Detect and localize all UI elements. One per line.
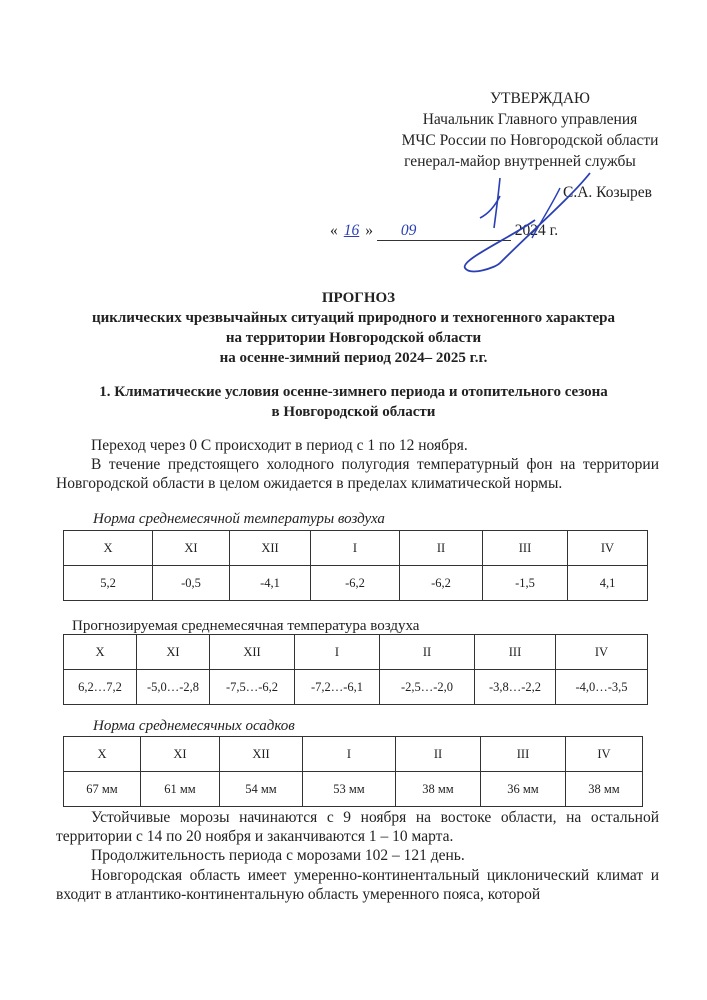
header-cell: I [295,635,380,670]
title-line-2: циклических чрезвычайных ситуаций природного и техногенного характера [91,310,616,326]
header-cell: III [483,531,568,566]
paragraph-5: Новгородская область имеет умеренно-континентальный циклонический климат и входит в атлантико-континентальную область умеренного пояса, которой [56,867,659,903]
header-cell: XI [153,531,230,566]
table-header-row [64,531,648,566]
value-cell: 36 мм [481,772,566,807]
table-header-row [64,737,643,772]
date-month: 09 [377,222,511,241]
section-line-1: 1. Климатические условия осенне-зимнего периода и отопительного сезона [99,384,608,400]
header-cell: XII [230,531,311,566]
paragraph-2: В течение предстоящего холодного полугодия температурный фон на территории Новгородской области в целом ожидается в пределах климатической нормы. [56,456,659,492]
header-cell: X [64,635,137,670]
approval-line-3: генерал-майор внутренней службы [404,153,636,170]
date-close-quote: » [365,222,373,239]
header-cell: XII [220,737,303,772]
value-cell: -7,5…-6,2 [210,670,295,705]
approval-block [330,88,690,172]
header-cell: XI [141,737,220,772]
value-cell: 38 мм [566,772,643,807]
value-cell: -2,5…-2,0 [380,670,475,705]
header-cell: I [311,531,400,566]
header-cell: X [64,531,153,566]
date-year: 2024 г. [514,222,559,239]
header-cell: II [400,531,483,566]
approval-heading: УТВЕРЖДАЮ [490,90,590,107]
header-cell: XII [210,635,295,670]
value-cell: 38 мм [396,772,481,807]
header-cell: IV [556,635,648,670]
value-cell: -7,2…-6,1 [295,670,380,705]
value-cell: 6,2…7,2 [64,670,137,705]
value-cell: -3,8…-2,2 [475,670,556,705]
value-cell: 5,2 [64,566,153,601]
header-cell: IV [566,737,643,772]
title-line-4: на осенне-зимний период 2024– 2025 г.г. [219,350,488,366]
table-row [64,670,648,705]
value-cell: -6,2 [311,566,400,601]
table-row [64,566,648,601]
table-header-row [64,635,648,670]
section-line-2: в Новгородской области [271,404,436,420]
value-cell: 4,1 [568,566,648,601]
paragraph-1: Переход через 0 С происходит в период с 1 по 12 ноября. [91,437,468,454]
date-open-quote: « [330,222,338,239]
title-line-1: ПРОГНОЗ [321,290,396,306]
header-cell: II [380,635,475,670]
table-temperature-forecast [63,634,648,705]
header-cell: IV [568,531,648,566]
value-cell: -1,5 [483,566,568,601]
value-cell: -4,0…-3,5 [556,670,648,705]
date-day: 16 [343,222,360,239]
table1-caption: Норма среднемесячной температуры воздуха [93,511,385,527]
header-cell: X [64,737,141,772]
table2-caption: Прогнозируемая среднемесячная температура воздуха [72,618,420,634]
value-cell: 61 мм [141,772,220,807]
approval-line-1: Начальник Главного управления [422,111,638,128]
document-title [0,288,707,368]
header-cell: I [303,737,396,772]
header-cell: II [396,737,481,772]
handwritten-signature [440,168,610,278]
value-cell: -5,0…-2,8 [137,670,210,705]
value-cell: 53 мм [303,772,396,807]
section-heading [0,382,707,422]
header-cell: XI [137,635,210,670]
table3-caption: Норма среднемесячных осадков [93,718,295,734]
table-precipitation-norm [63,736,643,807]
paragraph-3: Устойчивые морозы начинаются с 9 ноября на востоке области, на остальной территории с 14 по 20 ноября и заканчиваются 1 – 10 марта. [56,809,659,845]
value-cell: -0,5 [153,566,230,601]
value-cell: 67 мм [64,772,141,807]
title-line-3: на территории Новгородской области [225,330,482,346]
value-cell: 54 мм [220,772,303,807]
approval-line-2: МЧС России по Новгородской области [401,132,659,149]
table-row [64,772,643,807]
value-cell: -6,2 [400,566,483,601]
header-cell: III [481,737,566,772]
table-temperature-norm [63,530,648,601]
header-cell: III [475,635,556,670]
signer-name: С.А. Козырев [563,184,652,201]
paragraph-4: Продолжительность периода с морозами 102 – 121 день. [91,847,465,864]
value-cell: -4,1 [230,566,311,601]
